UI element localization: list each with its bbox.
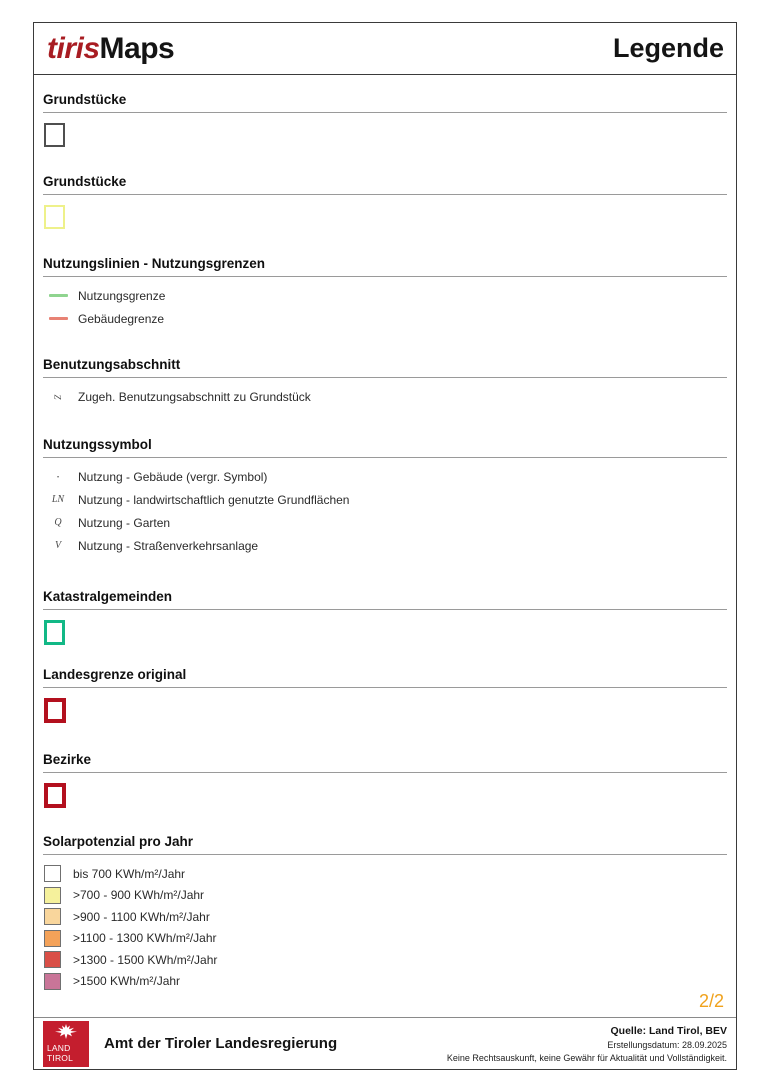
section-benutzungsabschnitt xyxy=(43,357,727,405)
nutzungsgrenze-line-swatch xyxy=(49,294,68,297)
legend-row xyxy=(44,908,727,925)
legend-sheet xyxy=(33,22,737,1070)
legend-content xyxy=(34,75,736,990)
section-landesgrenze xyxy=(43,667,727,723)
legend-label: Zugeh. Benutzungsabschnitt zu Grundstück xyxy=(78,389,311,404)
tirol-eagle-icon xyxy=(55,1024,77,1044)
legend-label: Nutzung - Straßenverkehrsanlage xyxy=(78,538,259,553)
legend-row xyxy=(44,287,727,304)
legend-row xyxy=(44,865,727,882)
section-bezirke xyxy=(43,752,727,808)
legend-row xyxy=(44,930,727,947)
organization-name: Amt der Tiroler Landesregierung xyxy=(104,1035,338,1052)
landesgrenze-swatch xyxy=(44,698,66,723)
section-heading: Benutzungsabschnitt xyxy=(43,357,181,372)
legend-row xyxy=(44,537,727,554)
section-heading: Bezirke xyxy=(43,752,92,767)
legend-label: >1300 - 1500 KWh/m²/Jahr xyxy=(73,952,218,967)
section-heading: Katastralgemeinden xyxy=(43,589,173,604)
legend-row xyxy=(44,887,727,904)
legend-row xyxy=(44,973,727,990)
legend-label: bis 700 KWh/m²/Jahr xyxy=(73,866,186,881)
disclaimer: Keine Rechtsauskunft, keine Gewähr für Aktualität und Vollständigkeit. xyxy=(446,1052,727,1063)
page-title: Legende xyxy=(612,33,724,63)
brand-tiris: tiris xyxy=(47,31,100,65)
footer xyxy=(34,1017,736,1069)
legend-label: Nutzungsgrenze xyxy=(78,288,166,303)
section-heading: Solarpotenzial pro Jahr xyxy=(43,834,194,849)
garten-symbol-glyph: Q xyxy=(54,517,62,528)
legend-row xyxy=(44,468,727,485)
solar-swatch-5 xyxy=(44,951,61,968)
legend-label: Nutzung - Gebäude (vergr. Symbol) xyxy=(78,469,268,484)
tiris-maps-logo xyxy=(47,32,174,66)
brand-maps: Maps xyxy=(99,31,175,65)
benutzungsabschnitt-glyph: Z xyxy=(52,393,63,400)
legend-row xyxy=(44,514,727,531)
section-heading: Nutzungslinien - Nutzungsgrenzen xyxy=(43,256,265,271)
landwirtschaft-symbol-glyph: LN xyxy=(51,494,65,505)
section-katastralgemeinden xyxy=(43,589,727,645)
section-heading: Grundstücke xyxy=(43,174,127,189)
bezirke-swatch xyxy=(44,783,66,808)
legend-row xyxy=(44,491,727,508)
legend-label: >1500 KWh/m²/Jahr xyxy=(73,974,181,988)
source-note: Quelle: Land Tirol, BEV xyxy=(610,1024,727,1037)
gebaeudegrenze-line-swatch xyxy=(49,317,68,320)
legend-row xyxy=(44,388,727,405)
legend-row xyxy=(44,951,727,968)
solar-swatch-1 xyxy=(44,865,61,882)
legend-label: Nutzung - Garten xyxy=(78,515,171,530)
parcel-outline-swatch-yellow xyxy=(44,205,65,229)
section-solarpotenzial xyxy=(43,834,727,990)
creation-date: Erstellungsdatum: 28.09.2025 xyxy=(607,1039,727,1050)
parcel-outline-swatch xyxy=(44,123,65,147)
section-grundstuecke-2 xyxy=(43,174,727,229)
katastralgemeinden-swatch xyxy=(44,620,65,645)
strassenverkehr-symbol-glyph: V xyxy=(54,540,62,551)
section-grundstuecke-1 xyxy=(43,92,727,147)
logo-text: LAND TIROL xyxy=(47,1043,74,1063)
section-nutzungssymbol xyxy=(43,437,727,554)
section-heading: Nutzungssymbol xyxy=(43,437,152,452)
solar-swatch-6 xyxy=(44,973,61,990)
legend-label: >1100 - 1300 KWh/m²/Jahr xyxy=(73,931,217,945)
solar-swatch-3 xyxy=(44,908,61,925)
page-indicator: 2/2 xyxy=(698,991,724,1011)
section-heading: Landesgrenze original xyxy=(43,667,187,682)
solar-swatch-4 xyxy=(44,930,61,947)
header xyxy=(34,23,736,75)
legend-label: >900 - 1100 KWh/m²/Jahr xyxy=(73,909,210,924)
legend-label: Gebäudegrenze xyxy=(78,311,165,326)
section-heading: Grundstücke xyxy=(43,92,127,107)
gebaeude-symbol-glyph: · xyxy=(55,468,61,484)
legend-label: Nutzung - landwirtschaftlich genutzte Grundflächen xyxy=(78,492,350,507)
footer-meta xyxy=(447,1025,727,1063)
land-tirol-logo xyxy=(43,1021,89,1067)
section-nutzungslinien xyxy=(43,256,727,327)
legend-label: >700 - 900 KWh/m²/Jahr xyxy=(73,888,205,902)
solar-swatch-2 xyxy=(44,887,61,904)
legend-row xyxy=(44,310,727,327)
